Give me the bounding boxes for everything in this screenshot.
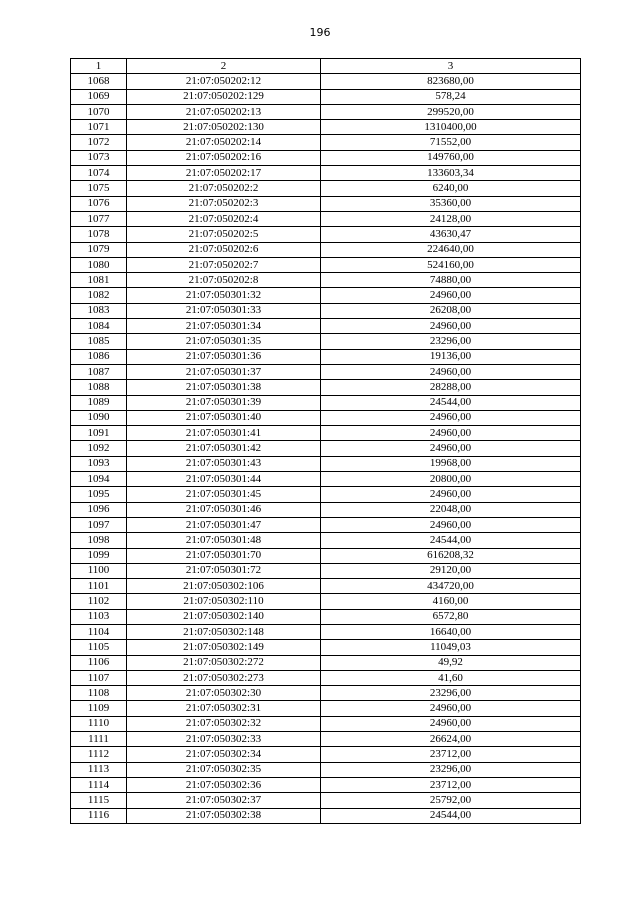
row-number-cell: 1107 [71, 670, 127, 685]
row-number-cell: 1080 [71, 257, 127, 272]
table-row [71, 273, 581, 288]
value-cell: 149760,00 [321, 150, 581, 165]
value-cell: 24960,00 [321, 426, 581, 441]
row-number-cell: 1072 [71, 135, 127, 150]
table-row [71, 319, 581, 334]
table-row [71, 380, 581, 395]
table-row [71, 334, 581, 349]
row-number-cell: 1076 [71, 196, 127, 211]
value-cell: 299520,00 [321, 104, 581, 119]
value-cell: 24128,00 [321, 211, 581, 226]
table-row [71, 426, 581, 441]
table-row [71, 166, 581, 181]
row-number-cell: 1070 [71, 104, 127, 119]
table-row [71, 670, 581, 685]
table-body [71, 74, 581, 824]
row-number-cell: 1085 [71, 334, 127, 349]
table-row [71, 533, 581, 548]
cadastral-number-cell: 21:07:050302:36 [127, 777, 321, 792]
table-row [71, 456, 581, 471]
table-row [71, 502, 581, 517]
cadastral-number-cell: 21:07:050302:110 [127, 594, 321, 609]
value-cell: 25792,00 [321, 793, 581, 808]
row-number-cell: 1104 [71, 624, 127, 639]
cadastral-number-cell: 21:07:050302:35 [127, 762, 321, 777]
value-cell: 24960,00 [321, 716, 581, 731]
value-cell: 26624,00 [321, 732, 581, 747]
row-number-cell: 1109 [71, 701, 127, 716]
row-number-cell: 1069 [71, 89, 127, 104]
table-row [71, 487, 581, 502]
row-number-cell: 1115 [71, 793, 127, 808]
value-cell: 19136,00 [321, 349, 581, 364]
row-number-cell: 1088 [71, 380, 127, 395]
table-row [71, 242, 581, 257]
row-number-cell: 1075 [71, 181, 127, 196]
value-cell: 616208,32 [321, 548, 581, 563]
value-cell: 29120,00 [321, 563, 581, 578]
row-number-cell: 1099 [71, 548, 127, 563]
cadastral-number-cell: 21:07:050202:16 [127, 150, 321, 165]
value-cell: 24960,00 [321, 517, 581, 532]
row-number-cell: 1102 [71, 594, 127, 609]
table-row [71, 563, 581, 578]
row-number-cell: 1110 [71, 716, 127, 731]
row-number-cell: 1090 [71, 410, 127, 425]
cadastral-number-cell: 21:07:050301:45 [127, 487, 321, 502]
table-row [71, 777, 581, 792]
row-number-cell: 1089 [71, 395, 127, 410]
cadastral-number-cell: 21:07:050301:42 [127, 441, 321, 456]
cadastral-number-cell: 21:07:050301:43 [127, 456, 321, 471]
cadastral-number-cell: 21:07:050302:30 [127, 686, 321, 701]
cadastral-number-cell: 21:07:050202:3 [127, 196, 321, 211]
row-number-cell: 1074 [71, 166, 127, 181]
value-cell: 23296,00 [321, 334, 581, 349]
table-row [71, 624, 581, 639]
row-number-cell: 1083 [71, 303, 127, 318]
table-row [71, 120, 581, 135]
value-cell: 24960,00 [321, 410, 581, 425]
cadastral-number-cell: 21:07:050202:6 [127, 242, 321, 257]
value-cell: 1310400,00 [321, 120, 581, 135]
table-row [71, 701, 581, 716]
value-cell: 19968,00 [321, 456, 581, 471]
row-number-cell: 1108 [71, 686, 127, 701]
cadastral-number-cell: 21:07:050301:39 [127, 395, 321, 410]
cadastral-number-cell: 21:07:050301:48 [127, 533, 321, 548]
cadastral-number-cell: 21:07:050301:72 [127, 563, 321, 578]
page-number: 196 [309, 26, 331, 39]
row-number-cell: 1077 [71, 211, 127, 226]
value-cell: 24960,00 [321, 288, 581, 303]
table-row [71, 548, 581, 563]
table-row [71, 211, 581, 226]
table-row [71, 472, 581, 487]
cadastral-number-cell: 21:07:050202:129 [127, 89, 321, 104]
table-row [71, 150, 581, 165]
value-cell: 23296,00 [321, 686, 581, 701]
cadastral-number-cell: 21:07:050202:14 [127, 135, 321, 150]
cadastral-number-cell: 21:07:050302:140 [127, 609, 321, 624]
table-row [71, 364, 581, 379]
value-cell: 823680,00 [321, 74, 581, 89]
table-row [71, 716, 581, 731]
column-header-2: 2 [127, 59, 321, 74]
row-number-cell: 1101 [71, 579, 127, 594]
row-number-cell: 1098 [71, 533, 127, 548]
cadastral-number-cell: 21:07:050301:46 [127, 502, 321, 517]
row-number-cell: 1113 [71, 762, 127, 777]
table-row [71, 808, 581, 823]
cadastral-number-cell: 21:07:050302:34 [127, 747, 321, 762]
value-cell: 41,60 [321, 670, 581, 685]
table-row [71, 181, 581, 196]
table-row [71, 288, 581, 303]
cadastral-number-cell: 21:07:050301:33 [127, 303, 321, 318]
cadastral-number-cell: 21:07:050202:7 [127, 257, 321, 272]
cadastral-number-cell: 21:07:050302:32 [127, 716, 321, 731]
value-cell: 24960,00 [321, 364, 581, 379]
value-cell: 224640,00 [321, 242, 581, 257]
cadastral-number-cell: 21:07:050202:5 [127, 227, 321, 242]
value-cell: 24960,00 [321, 487, 581, 502]
row-number-cell: 1111 [71, 732, 127, 747]
value-cell: 20800,00 [321, 472, 581, 487]
cadastral-number-cell: 21:07:050302:272 [127, 655, 321, 670]
table-row [71, 135, 581, 150]
value-cell: 23712,00 [321, 747, 581, 762]
value-cell: 24544,00 [321, 533, 581, 548]
cadastral-number-cell: 21:07:050302:273 [127, 670, 321, 685]
value-cell: 71552,00 [321, 135, 581, 150]
value-cell: 49,92 [321, 655, 581, 670]
table-row [71, 686, 581, 701]
table-row [71, 609, 581, 624]
table-row [71, 747, 581, 762]
row-number-cell: 1096 [71, 502, 127, 517]
cadastral-number-cell: 21:07:050302:148 [127, 624, 321, 639]
cadastral-number-cell: 21:07:050202:17 [127, 166, 321, 181]
cadastral-number-cell: 21:07:050301:70 [127, 548, 321, 563]
cadastral-number-cell: 21:07:050301:32 [127, 288, 321, 303]
cadastral-number-cell: 21:07:050301:41 [127, 426, 321, 441]
value-cell: 23296,00 [321, 762, 581, 777]
value-cell: 524160,00 [321, 257, 581, 272]
value-cell: 22048,00 [321, 502, 581, 517]
table-row [71, 640, 581, 655]
cadastral-number-cell: 21:07:050202:12 [127, 74, 321, 89]
value-cell: 43630,47 [321, 227, 581, 242]
table-row [71, 793, 581, 808]
table-row [71, 732, 581, 747]
value-cell: 578,24 [321, 89, 581, 104]
table-row [71, 579, 581, 594]
table-row [71, 349, 581, 364]
row-number-cell: 1112 [71, 747, 127, 762]
row-number-cell: 1068 [71, 74, 127, 89]
value-cell: 133603,34 [321, 166, 581, 181]
row-number-cell: 1091 [71, 426, 127, 441]
cadastral-number-cell: 21:07:050301:35 [127, 334, 321, 349]
cadastral-number-cell: 21:07:050302:149 [127, 640, 321, 655]
value-cell: 24544,00 [321, 808, 581, 823]
value-cell: 35360,00 [321, 196, 581, 211]
cadastral-number-cell: 21:07:050202:8 [127, 273, 321, 288]
value-cell: 16640,00 [321, 624, 581, 639]
row-number-cell: 1087 [71, 364, 127, 379]
value-cell: 28288,00 [321, 380, 581, 395]
cadastral-number-cell: 21:07:050301:36 [127, 349, 321, 364]
value-cell: 6240,00 [321, 181, 581, 196]
row-number-cell: 1081 [71, 273, 127, 288]
row-number-cell: 1093 [71, 456, 127, 471]
table-row [71, 441, 581, 456]
table-row [71, 395, 581, 410]
table-row [71, 104, 581, 119]
row-number-cell: 1100 [71, 563, 127, 578]
cadastral-number-cell: 21:07:050302:33 [127, 732, 321, 747]
cadastral-number-cell: 21:07:050301:44 [127, 472, 321, 487]
value-cell: 23712,00 [321, 777, 581, 792]
cadastral-number-cell: 21:07:050302:38 [127, 808, 321, 823]
row-number-cell: 1071 [71, 120, 127, 135]
value-cell: 24960,00 [321, 701, 581, 716]
cadastral-number-cell: 21:07:050302:106 [127, 579, 321, 594]
cadastral-number-cell: 21:07:050301:38 [127, 380, 321, 395]
value-cell: 74880,00 [321, 273, 581, 288]
table-row [71, 196, 581, 211]
row-number-cell: 1078 [71, 227, 127, 242]
data-table [70, 58, 581, 824]
row-number-cell: 1082 [71, 288, 127, 303]
cadastral-number-cell: 21:07:050202:13 [127, 104, 321, 119]
cadastral-number-cell: 21:07:050202:130 [127, 120, 321, 135]
cadastral-number-cell: 21:07:050202:4 [127, 211, 321, 226]
cadastral-number-cell: 21:07:050302:31 [127, 701, 321, 716]
value-cell: 24960,00 [321, 441, 581, 456]
column-header-3: 3 [321, 59, 581, 74]
column-header-1: 1 [71, 59, 127, 74]
cadastral-number-cell: 21:07:050202:2 [127, 181, 321, 196]
row-number-cell: 1097 [71, 517, 127, 532]
row-number-cell: 1094 [71, 472, 127, 487]
row-number-cell: 1086 [71, 349, 127, 364]
table-header [71, 59, 581, 74]
table-row [71, 655, 581, 670]
cadastral-number-cell: 21:07:050301:40 [127, 410, 321, 425]
row-number-cell: 1106 [71, 655, 127, 670]
row-number-cell: 1114 [71, 777, 127, 792]
cadastral-number-cell: 21:07:050301:34 [127, 319, 321, 334]
row-number-cell: 1092 [71, 441, 127, 456]
value-cell: 11049,03 [321, 640, 581, 655]
row-number-cell: 1084 [71, 319, 127, 334]
table-row [71, 89, 581, 104]
cadastral-number-cell: 21:07:050301:47 [127, 517, 321, 532]
value-cell: 26208,00 [321, 303, 581, 318]
row-number-cell: 1073 [71, 150, 127, 165]
row-number-cell: 1105 [71, 640, 127, 655]
table-row [71, 517, 581, 532]
header-row [71, 59, 581, 74]
table-row [71, 594, 581, 609]
table-row [71, 303, 581, 318]
row-number-cell: 1116 [71, 808, 127, 823]
table-row [71, 74, 581, 89]
table-row [71, 227, 581, 242]
cadastral-number-cell: 21:07:050301:37 [127, 364, 321, 379]
value-cell: 24544,00 [321, 395, 581, 410]
row-number-cell: 1095 [71, 487, 127, 502]
value-cell: 4160,00 [321, 594, 581, 609]
row-number-cell: 1103 [71, 609, 127, 624]
table-row [71, 257, 581, 272]
value-cell: 434720,00 [321, 579, 581, 594]
value-cell: 6572,80 [321, 609, 581, 624]
value-cell: 24960,00 [321, 319, 581, 334]
table-row [71, 762, 581, 777]
cadastral-number-cell: 21:07:050302:37 [127, 793, 321, 808]
row-number-cell: 1079 [71, 242, 127, 257]
table-row [71, 410, 581, 425]
